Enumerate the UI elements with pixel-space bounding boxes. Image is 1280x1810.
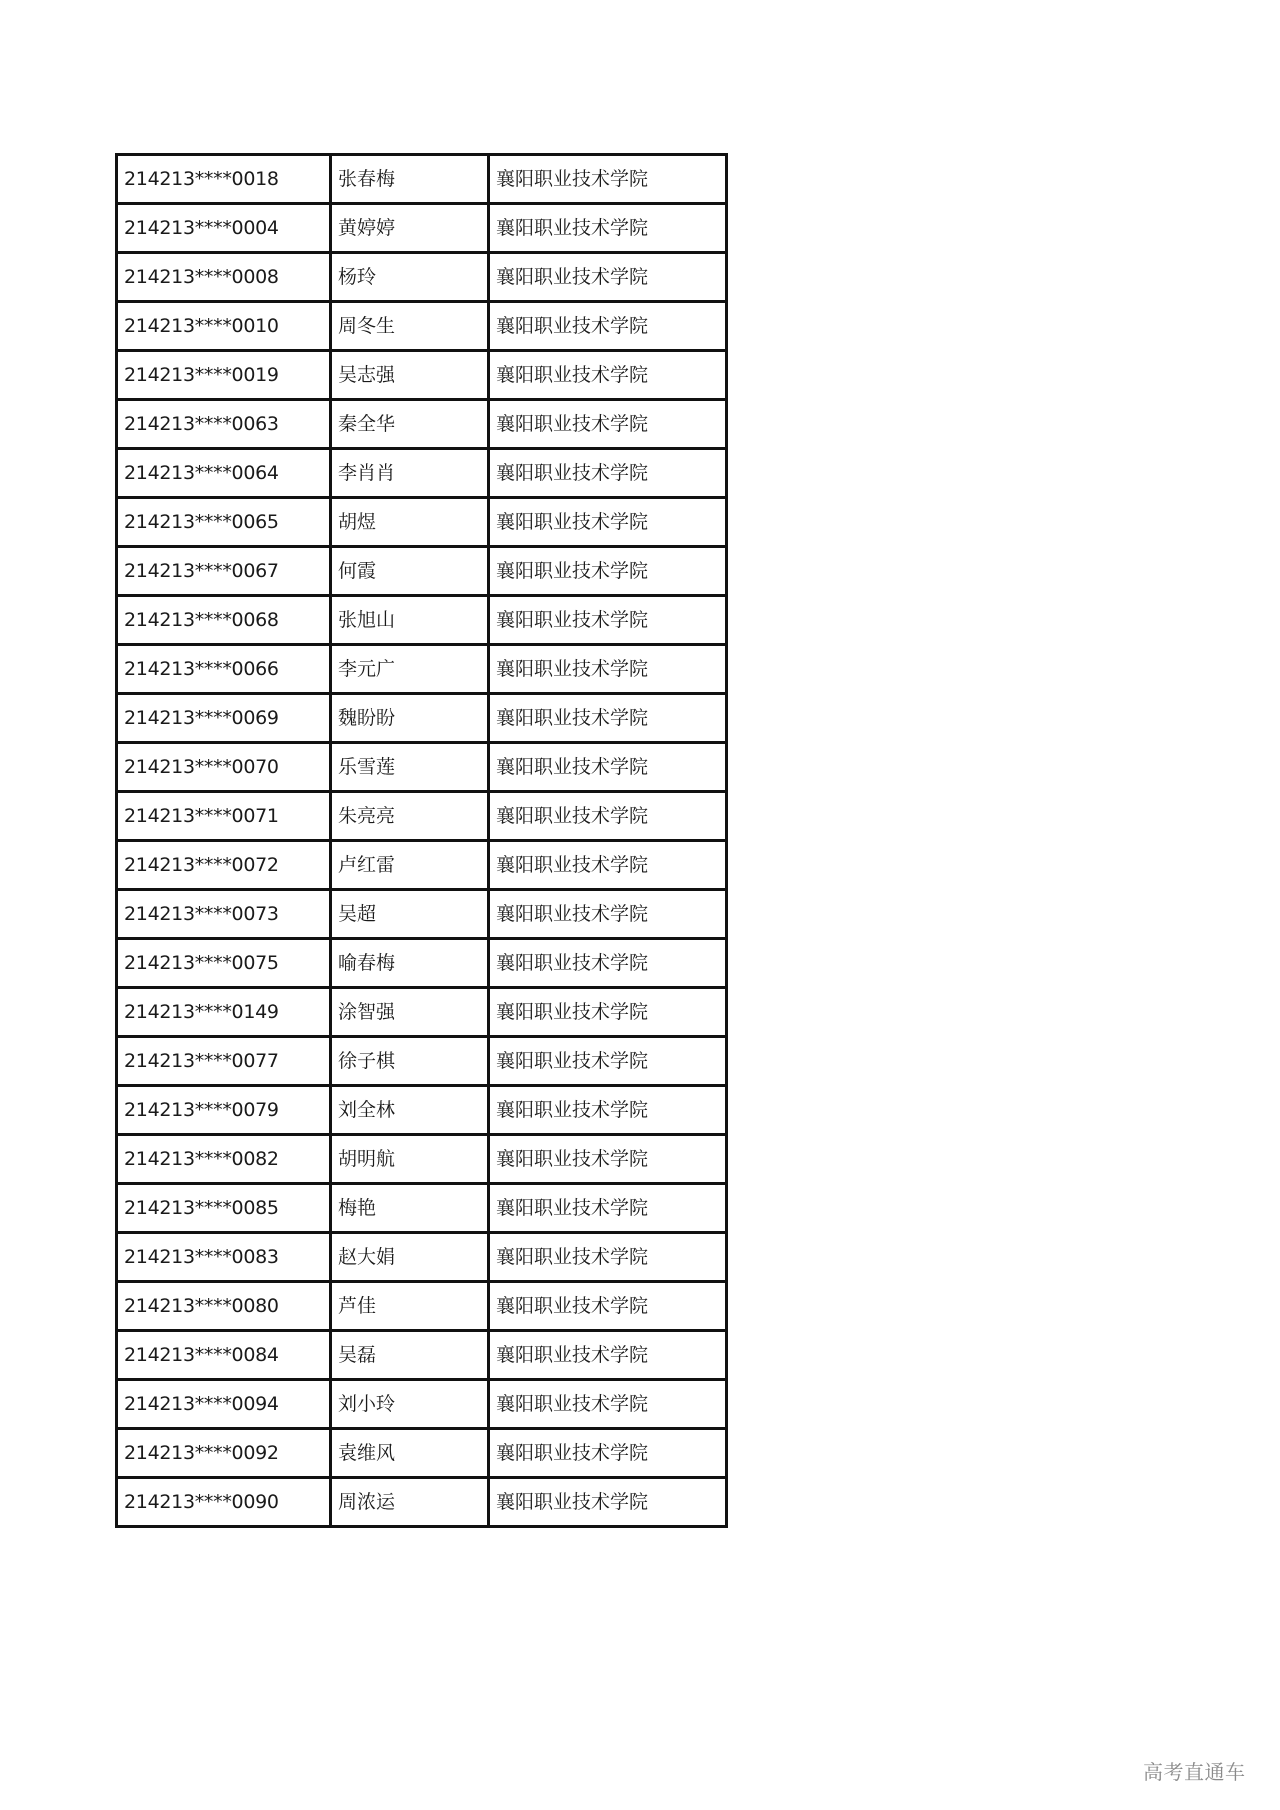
candidate-id-cell: 214213****0018 (117, 155, 331, 204)
candidate-name-cell: 朱亮亮 (331, 792, 489, 841)
candidate-id-cell: 214213****0068 (117, 596, 331, 645)
school-cell: 襄阳职业技术学院 (489, 596, 727, 645)
candidate-name-cell: 喻春梅 (331, 939, 489, 988)
candidate-name-cell: 吴志强 (331, 351, 489, 400)
candidate-id-cell: 214213****0079 (117, 1086, 331, 1135)
table-row (117, 890, 727, 939)
table-row (117, 400, 727, 449)
candidate-id-cell: 214213****0149 (117, 988, 331, 1037)
candidate-id-cell: 214213****0010 (117, 302, 331, 351)
candidate-id-cell: 214213****0085 (117, 1184, 331, 1233)
candidate-id-cell: 214213****0090 (117, 1478, 331, 1527)
table-row (117, 1282, 727, 1331)
table-row (117, 1135, 727, 1184)
school-cell: 襄阳职业技术学院 (489, 1086, 727, 1135)
table-row (117, 988, 727, 1037)
school-cell: 襄阳职业技术学院 (489, 498, 727, 547)
candidate-name-cell: 袁维风 (331, 1429, 489, 1478)
candidate-id-cell: 214213****0004 (117, 204, 331, 253)
candidate-id-cell: 214213****0065 (117, 498, 331, 547)
school-cell: 襄阳职业技术学院 (489, 694, 727, 743)
table-row (117, 841, 727, 890)
table-row (117, 1037, 727, 1086)
candidate-name-cell: 胡明航 (331, 1135, 489, 1184)
table-row (117, 498, 727, 547)
candidate-name-cell: 黄婷婷 (331, 204, 489, 253)
school-cell: 襄阳职业技术学院 (489, 449, 727, 498)
school-cell: 襄阳职业技术学院 (489, 1135, 727, 1184)
candidate-id-cell: 214213****0080 (117, 1282, 331, 1331)
school-cell: 襄阳职业技术学院 (489, 645, 727, 694)
table-row (117, 1184, 727, 1233)
school-cell: 襄阳职业技术学院 (489, 1282, 727, 1331)
candidate-id-cell: 214213****0092 (117, 1429, 331, 1478)
table-row (117, 1380, 727, 1429)
candidate-name-cell: 秦全华 (331, 400, 489, 449)
candidate-table (115, 153, 728, 1528)
candidate-name-cell: 吴超 (331, 890, 489, 939)
school-cell: 襄阳职业技术学院 (489, 155, 727, 204)
candidate-name-cell: 徐子棋 (331, 1037, 489, 1086)
watermark: 高考直通车 (1143, 1760, 1246, 1784)
school-cell: 襄阳职业技术学院 (489, 1233, 727, 1282)
candidate-name-cell: 周浓运 (331, 1478, 489, 1527)
table-row (117, 1086, 727, 1135)
candidate-name-cell: 梅艳 (331, 1184, 489, 1233)
school-cell: 襄阳职业技术学院 (489, 841, 727, 890)
table-row (117, 694, 727, 743)
candidate-id-cell: 214213****0066 (117, 645, 331, 694)
candidate-id-cell: 214213****0064 (117, 449, 331, 498)
table-row (117, 792, 727, 841)
candidate-name-cell: 张旭山 (331, 596, 489, 645)
school-cell: 襄阳职业技术学院 (489, 1478, 727, 1527)
candidate-name-cell: 芦佳 (331, 1282, 489, 1331)
table-row (117, 547, 727, 596)
school-cell: 襄阳职业技术学院 (489, 1184, 727, 1233)
candidate-name-cell: 胡煜 (331, 498, 489, 547)
table-row (117, 939, 727, 988)
school-cell: 襄阳职业技术学院 (489, 988, 727, 1037)
school-cell: 襄阳职业技术学院 (489, 743, 727, 792)
school-cell: 襄阳职业技术学院 (489, 1331, 727, 1380)
table-row (117, 1429, 727, 1478)
candidate-name-cell: 张春梅 (331, 155, 489, 204)
candidate-name-cell: 李元广 (331, 645, 489, 694)
candidate-id-cell: 214213****0082 (117, 1135, 331, 1184)
school-cell: 襄阳职业技术学院 (489, 890, 727, 939)
candidate-name-cell: 李肖肖 (331, 449, 489, 498)
table-row (117, 1233, 727, 1282)
school-cell: 襄阳职业技术学院 (489, 302, 727, 351)
school-cell: 襄阳职业技术学院 (489, 400, 727, 449)
candidate-name-cell: 乐雪莲 (331, 743, 489, 792)
candidate-id-cell: 214213****0019 (117, 351, 331, 400)
candidate-id-cell: 214213****0094 (117, 1380, 331, 1429)
candidate-id-cell: 214213****0071 (117, 792, 331, 841)
candidate-name-cell: 吴磊 (331, 1331, 489, 1380)
candidate-id-cell: 214213****0083 (117, 1233, 331, 1282)
school-cell: 襄阳职业技术学院 (489, 939, 727, 988)
candidate-name-cell: 卢红雷 (331, 841, 489, 890)
candidate-table-body (117, 155, 727, 1527)
candidate-name-cell: 刘小玲 (331, 1380, 489, 1429)
school-cell: 襄阳职业技术学院 (489, 1380, 727, 1429)
table-row (117, 645, 727, 694)
school-cell: 襄阳职业技术学院 (489, 1037, 727, 1086)
candidate-id-cell: 214213****0063 (117, 400, 331, 449)
table-row (117, 743, 727, 792)
school-cell: 襄阳职业技术学院 (489, 547, 727, 596)
candidate-id-cell: 214213****0084 (117, 1331, 331, 1380)
table-row (117, 302, 727, 351)
candidate-id-cell: 214213****0069 (117, 694, 331, 743)
table-row (117, 449, 727, 498)
table-row (117, 596, 727, 645)
candidate-name-cell: 魏盼盼 (331, 694, 489, 743)
candidate-name-cell: 刘全林 (331, 1086, 489, 1135)
candidate-id-cell: 214213****0077 (117, 1037, 331, 1086)
candidate-name-cell: 杨玲 (331, 253, 489, 302)
table-row (117, 253, 727, 302)
school-cell: 襄阳职业技术学院 (489, 204, 727, 253)
candidate-name-cell: 周冬生 (331, 302, 489, 351)
table-row (117, 1331, 727, 1380)
candidate-id-cell: 214213****0070 (117, 743, 331, 792)
candidate-name-cell: 何霞 (331, 547, 489, 596)
candidate-id-cell: 214213****0072 (117, 841, 331, 890)
candidate-id-cell: 214213****0073 (117, 890, 331, 939)
school-cell: 襄阳职业技术学院 (489, 351, 727, 400)
candidate-name-cell: 涂智强 (331, 988, 489, 1037)
table-row (117, 155, 727, 204)
candidate-id-cell: 214213****0075 (117, 939, 331, 988)
school-cell: 襄阳职业技术学院 (489, 1429, 727, 1478)
table-row (117, 1478, 727, 1527)
candidate-id-cell: 214213****0067 (117, 547, 331, 596)
candidate-name-cell: 赵大娟 (331, 1233, 489, 1282)
table-row (117, 351, 727, 400)
table-row (117, 204, 727, 253)
candidate-id-cell: 214213****0008 (117, 253, 331, 302)
school-cell: 襄阳职业技术学院 (489, 253, 727, 302)
school-cell: 襄阳职业技术学院 (489, 792, 727, 841)
